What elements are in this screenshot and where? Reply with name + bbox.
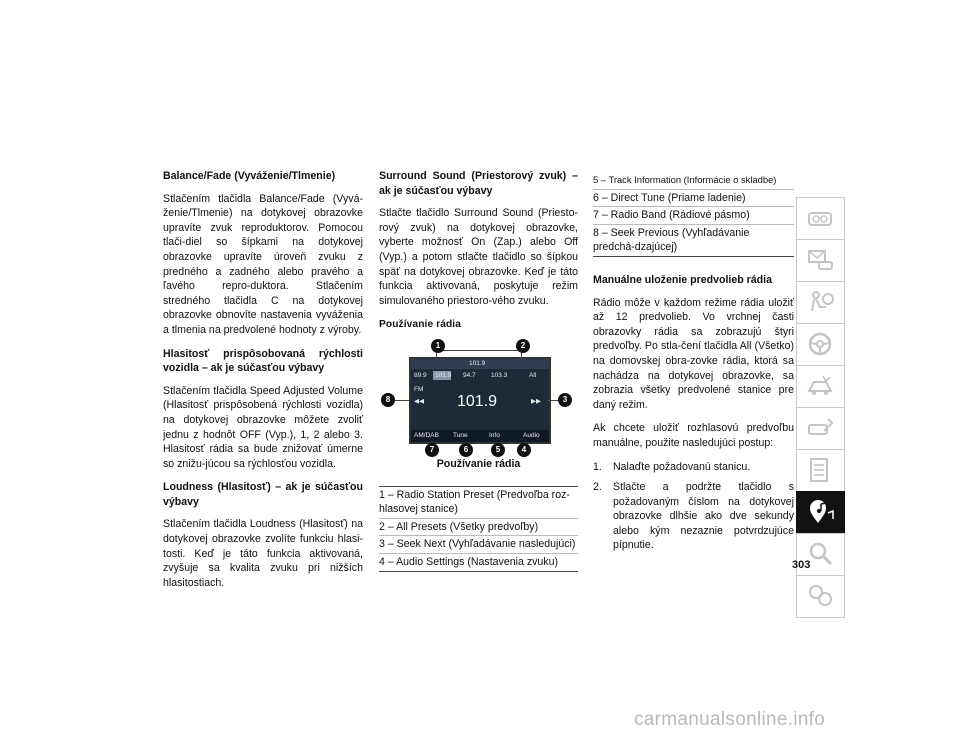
radio-screen [409,357,551,444]
seek-next-icon: ▶▶ [531,397,541,405]
speed-volume-text: Stlačením tlačidla Speed Adjusted Volume (Hlasitosť prispôsobená rýchlosti vozidla) na dotykovej obrazovke môžete zvoliť jednu z hodnôt OFF (Vyp.), 1, 2 alebo 3. Hlasitosť rádia sa bude znižovať úmerne so znižu-júcou sa rýchlosťou vozidla. [163,384,363,470]
preset-all: All [529,371,537,379]
callout-4: 4 [517,443,531,457]
legend-item: 5 – Track Information (Informácie o skladbe) [593,174,777,185]
info-button: Info [489,431,500,439]
navigation-music-icon [806,499,836,525]
preset-4: 103.3 [491,371,508,379]
column-right [593,172,794,559]
band-button: AM/DAB [414,431,439,439]
car-service-icon [806,415,836,441]
callout-8: 8 [381,393,395,407]
callout-3: 3 [558,393,572,407]
magnifier-icon [806,541,836,567]
section-title: Používanie rádia [379,319,461,331]
loudness-text: Stlačením tlačidla Loudness (Hlasitosť) na dotykovej obrazovke zvolíte funkciu hlasi-tosti. Keď je táto funkcia aktivovaná, zvyšuje sa kvalita zvuku pri nižších hlasitostiach. [163,518,363,589]
manual-text-2: Ak chcete uložiť rozhlasovú predvoľbu manuálne, použite nasledujúci postup: [593,422,794,449]
tab-driving[interactable] [796,323,845,365]
leader-8 [394,400,410,401]
page-number: 303 [792,559,811,571]
legend-right [593,172,794,257]
legend-item: 1 – Radio Station Preset (Predvoľba roz-hlasovej stanice) [379,488,570,516]
figure-caption: Používanie rádia [436,457,521,470]
tab-safety[interactable] [796,281,845,323]
list-item [593,480,794,553]
balance-text: Stlačením tlačidla Balance/Fade (Vyvá-ženie/Tlmenie) na dotykovej obrazovke upravíte zvuk reproduktorov. Pomocou tlači-diel so šípkami na dotykovej obrazovke upravíte úroveň zvuku z predného a zadného alebo pravého a ľavého repro-duktora. Stlačením stredného tlačidla C na dotykovej obrazovke obnovíte nastavenia vyváženia a tlmenia na predvolené hodnoty z výroby. [163,192,363,336]
mail-car-icon [806,247,836,273]
band-label: FM [414,385,424,393]
tab-specifications[interactable] [796,449,845,491]
checklist-icon [806,457,836,483]
preset-1: 89.9 [414,371,427,379]
loudness-heading: Loudness (Hlasitosť) – ak je súčasťou výbavy [163,481,363,508]
callout-2: 2 [516,339,530,353]
column-left [163,169,363,599]
frequency-display: 101.9 [457,392,498,410]
legend-item: 7 – Radio Band (Rádiové pásmo) [593,206,794,224]
steps-list [593,460,794,554]
list-item [593,460,794,475]
legend-item: 3 – Seek Next (Vyhľadávanie nasledujúci) [379,535,578,553]
leader-bracket [436,350,521,351]
legend-item: 6 – Direct Tune (Priame ladenie) [593,189,794,207]
top-frequency: 101.9 [469,359,486,367]
step-text: Stlačte a podržte tlačidlo s požadovaným číslom na dotykovej obrazovke dlhšie ako dve sekundy alebo kým nezaznie potvrdzujúce pípnutie. [613,481,794,552]
audio-button: Audio [523,431,540,439]
legend-item: 8 – Seek Previous (Vyhľadávanie predchá-dzajúcej) [593,224,794,256]
preset-3: 94.7 [463,371,476,379]
preset-2: 101.9 [435,371,452,379]
callout-7: 7 [425,443,439,457]
tune-button: Tune [453,431,468,439]
steering-wheel-icon [806,331,836,357]
watermark: carmanualsonline.info [634,709,826,730]
step-number: 2. [593,481,602,494]
car-dashboard-icon [806,205,836,231]
callout-1: 1 [431,339,445,353]
surround-heading: Surround Sound (Priestorový zvuk) – ak je súčasťou výbavy [379,170,578,197]
step-text: Nalaďte požadovanú stanicu. [613,460,751,473]
crash-icon [806,373,836,399]
language-icon [806,583,836,609]
tab-getting-started[interactable] [796,239,845,281]
legend-item: 4 – Audio Settings (Nastavenia zvuku) [379,553,578,571]
tab-servicing[interactable] [796,407,845,449]
tab-languages[interactable] [796,575,845,618]
speed-volume-heading: Hlasitosť prispôsobovaná rýchlosti vozidla – ak je súčasťou výbavy [163,347,363,375]
column-middle [379,169,578,572]
tab-dashboard[interactable] [796,197,845,239]
step-number: 1. [593,460,602,473]
seek-previous-icon: ◀◀ [414,397,424,405]
callout-5: 5 [491,443,505,457]
balance-heading: Balance/Fade (Vyváženie/Tlmenie) [163,170,336,182]
tab-emergency[interactable] [796,365,845,407]
tab-multimedia[interactable] [796,491,845,533]
chapter-tabs [796,197,845,618]
radio-figure [379,339,578,457]
callout-6: 6 [459,443,473,457]
legend-item: 2 – All Presets (Všetky predvoľby) [379,518,578,536]
airbag-icon [806,289,836,315]
manual-heading: Manuálne uloženie predvolieb rádia [593,273,772,286]
manual-text-1: Rádio môže v každom režime rádia uložiť až 12 predvolieb. Vo vrchnej časti obrazovky rádia sa zobrazujú štyri predvoľby. Po stla-čení tlačidla All (Všetko) na domovskej obra-zovke rádia, ktorá sa nachádza na dotykovej obrazovke, sa zobrazia všetky predvolené stanice pre daný režim. [593,296,794,411]
surround-text: Stlačte tlačidlo Surround Sound (Priesto-rový zvuk) na dotykovej obrazovke, vyberte možnosť On (Zap.) alebo Off (Vyp.) a potom stlačte tlačidlo so šípkou späť na dotykovej obrazovke. Keď je táto funkcia aktivovaná, poskytuje režim simulovaného priestoro-vého zvuku. [379,207,578,307]
legend-middle [379,486,578,572]
